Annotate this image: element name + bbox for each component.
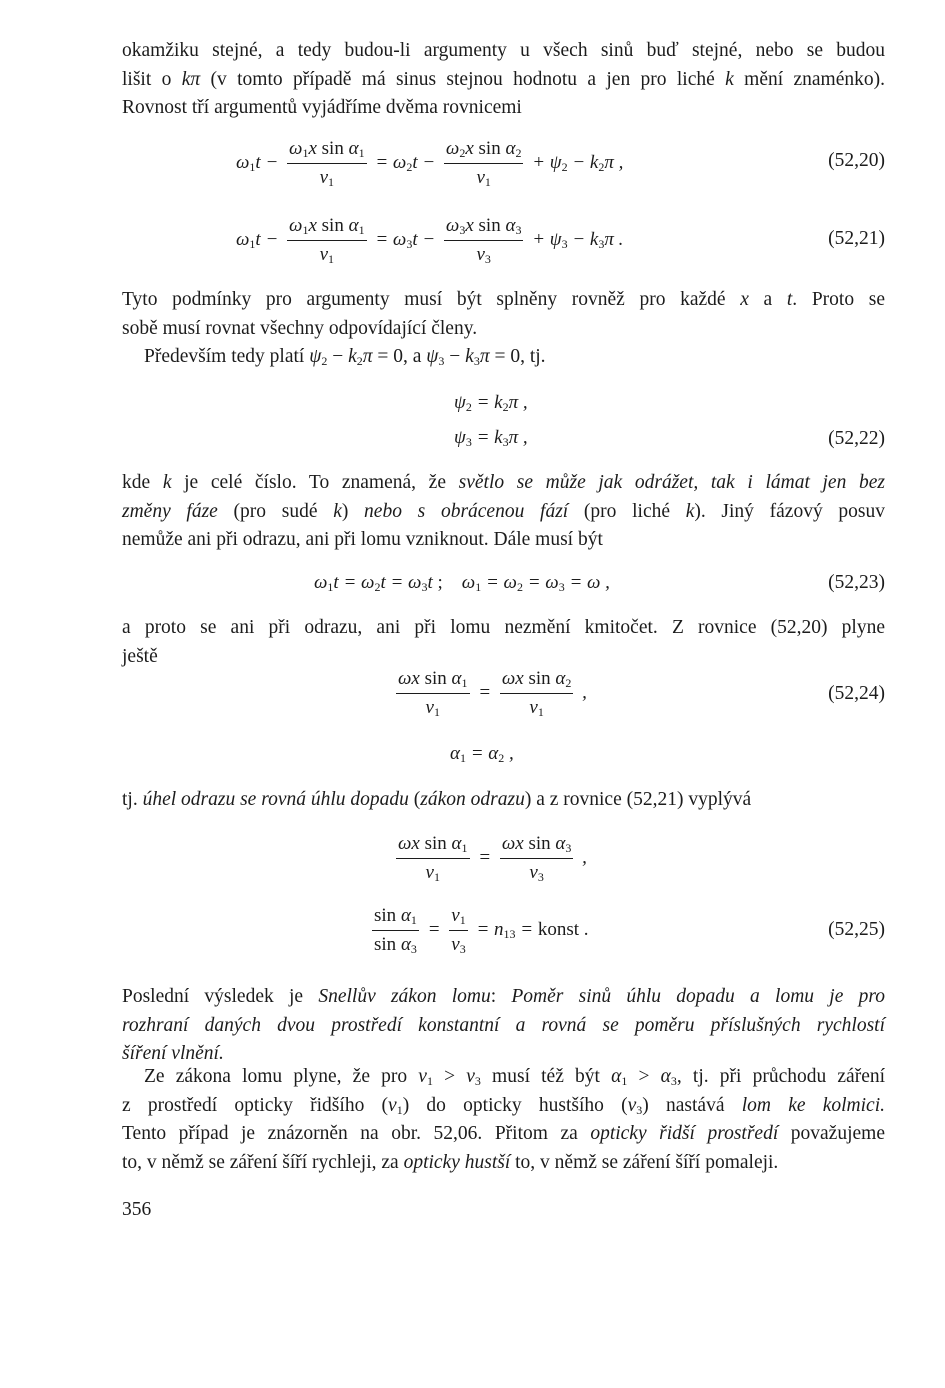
equation-52-22-line-2: $\psi_3 = k_3\pi$ , bbox=[454, 427, 528, 449]
equation-52-23: $\omega_1t = \omega_2t = \omega_3t$ ; $\omega_1 = \omega_2 = \omega_3 = \omega$ , bbox=[314, 572, 610, 594]
paragraph-4 bbox=[122, 469, 885, 555]
p8-line-1: Ze zákona lomu plyne, že pro $v_1 > v_3$ musí též být $\alpha_1 > \alpha_3$, tj. při průchodu záření bbox=[144, 1066, 886, 1088]
equation-number-52-21: (52,21) bbox=[828, 228, 885, 249]
p4-line-3: nemůže ani při odrazu, ani při lomu vzniknout. Dále musí být bbox=[122, 529, 603, 551]
paragraph-3 bbox=[122, 343, 885, 372]
p7-line-1: Poslední výsledek je Snellův zákon lomu: Poměr sinů úhlu dopadu a lomu je pro bbox=[122, 986, 885, 1007]
page-number: 356 bbox=[122, 1199, 152, 1220]
p3-line-1: Především tedy platí $\psi_2 - k_2\pi = 0$, a $\psi_3 - k_3\pi = 0$, tj. bbox=[144, 346, 546, 368]
paragraph-1 bbox=[122, 37, 885, 123]
p7-line-2: rozhraní daných dvou prostředí konstantní a rovná se poměru příslušných rychlostí bbox=[122, 1014, 885, 1036]
paragraph-8 bbox=[122, 1063, 885, 1177]
p2-line-2: sobě musí rovnat všechny odpovídající členy. bbox=[122, 317, 478, 339]
p8-line-2: z prostředí opticky řidšího $(v_1)$ do opticky hustšího $(v_3)$ nastává lom ke kolmici. bbox=[122, 1094, 886, 1117]
paragraph-6 bbox=[122, 786, 885, 815]
equation-52-24-line-2: $\alpha_1 = \alpha_2$ , bbox=[450, 743, 514, 765]
paragraph-5 bbox=[122, 614, 885, 671]
equation-52-25-line-2: $\frac{\sin \alpha_1}{\sin \alpha_3}$ = $\frac{v_1}{v_3}$ = $n_{13}$ = konst . bbox=[374, 905, 589, 956]
equation-52-21: $\omega_1t$ − $\frac{\omega_1x \sin \alpha_1}{v_1}$ = $\omega_3t$ − $\frac{\omega_3x \sin \alpha_3}{v_3}$ + $\psi_3 - k_3\pi$ . bbox=[236, 215, 624, 266]
p2-line-1: Tyto podmínky pro argumenty musí být splněny rovněž pro každé x a t. Proto se bbox=[122, 289, 885, 310]
paragraph-2 bbox=[122, 286, 885, 343]
p1-line-3: Rovnost tří argumentů vyjádříme dvěma rovnicemi bbox=[122, 97, 522, 119]
p5-line-2: ještě bbox=[122, 645, 158, 667]
equation-52-25-line-1: $\frac{\omega x \sin \alpha_1}{v_1}$ = $\frac{\omega x \sin \alpha_3}{v_3}$ , bbox=[398, 833, 587, 884]
equation-52-22-line-1: $\psi_2 = k_2\pi$ , bbox=[454, 392, 528, 414]
equation-number-52-25: (52,25) bbox=[828, 919, 885, 940]
p1-line-2: lišit o kπ (v tomto případě má sinus stejnou hodnotu a jen pro liché k mění znaménko). bbox=[122, 68, 885, 90]
equation-number-52-24: (52,24) bbox=[828, 683, 885, 704]
p4-line-1: kde k je celé číslo. To znamená, že světlo se může jak odrážet, tak i lámat jen bez bbox=[122, 472, 885, 493]
paragraph-7 bbox=[122, 983, 885, 1069]
p4-line-2: změny fáze (pro sudé k) nebo s obrácenou fází (pro liché k). Jiný fázový posuv bbox=[122, 500, 885, 522]
p5-line-1: a proto se ani při odrazu, ani při lomu nezmění kmitočet. Z rovnice (52,20) plyne bbox=[122, 617, 885, 638]
p7-line-3: šíření vlnění. bbox=[122, 1043, 224, 1065]
equation-number-52-20: (52,20) bbox=[828, 150, 885, 171]
p1-line-1: okamžiku stejné, a tedy budou-li argumenty u všech sinů buď stejné, nebo se budou bbox=[122, 40, 885, 61]
equation-52-24-line-1: $\frac{\omega x \sin \alpha_1}{v_1}$ = $\frac{\omega x \sin \alpha_2}{v_1}$ , bbox=[398, 668, 587, 719]
p6-line-1: tj. úhel odrazu se rovná úhlu dopadu (zákon odrazu) a z rovnice (52,21) vyplývá bbox=[122, 789, 752, 810]
equation-number-52-22: (52,22) bbox=[828, 428, 885, 449]
equation-number-52-23: (52,23) bbox=[828, 572, 885, 593]
equation-52-20: $\omega_1t$ − $\frac{\omega_1x \sin \alpha_1}{v_1}$ = $\omega_2t$ − $\frac{\omega_2x \sin \alpha_2}{v_1}$ + $\psi_2 - k_2\pi$ , bbox=[236, 138, 624, 189]
p8-line-4: to, v němž se záření šíří rychleji, za opticky hustší to, v němž se záření šíří pomaleji. bbox=[122, 1151, 779, 1173]
p8-line-3: Tento případ je znázorněn na obr. 52,06. Přitom za opticky řidší prostředí považujeme bbox=[122, 1123, 885, 1145]
